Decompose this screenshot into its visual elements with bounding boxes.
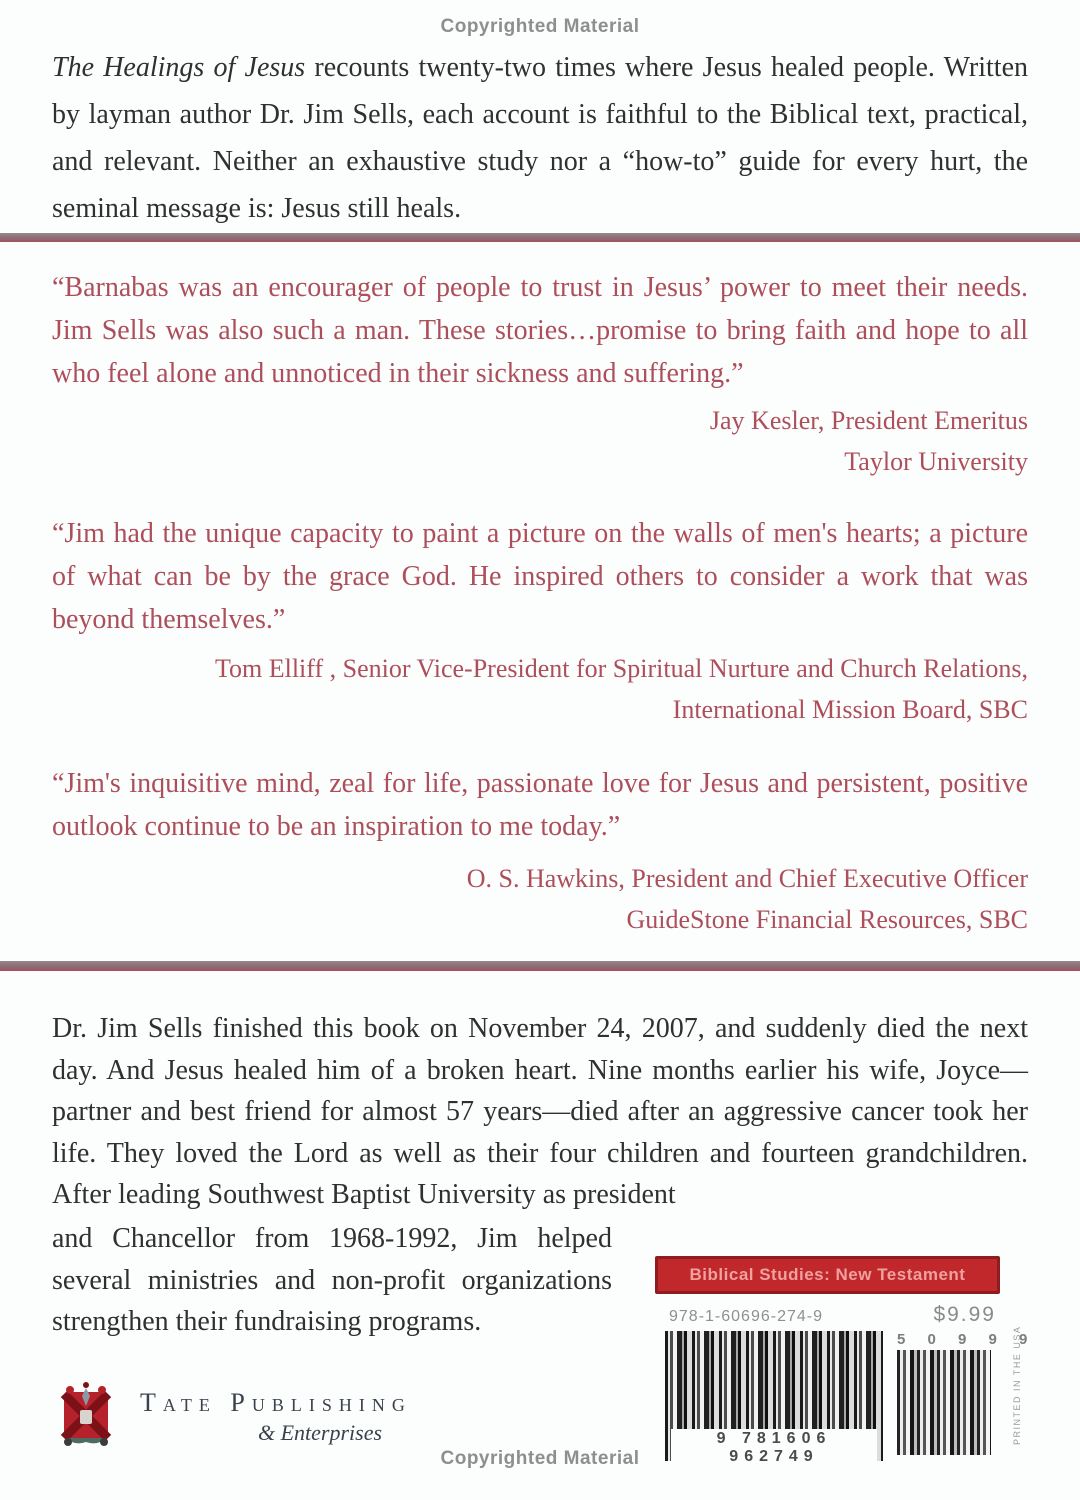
- intro-text: recounts twenty-two times where Jesus healed people. Written by layman author Dr. Jim Sells, each account is faithful to the Biblical text, practical, and relevant. Neither an exhaustive study nor a “how-to” guide for every hurt, the seminal message is: Jesus still heals.: [52, 52, 1029, 224]
- endorsement-attribution: [52, 648, 1028, 730]
- publisher-crest-icon: [56, 1380, 116, 1448]
- addon-barcode-icon: [897, 1350, 991, 1455]
- endorsement-quote: “Jim's inquisitive mind, zeal for life, passionate love for Jesus and persistent, positive outlook continue to be an inspiration to me today.”: [52, 768, 1028, 842]
- book-title: The Healings of Jesus: [52, 52, 306, 83]
- publisher-logo: [56, 1380, 412, 1448]
- intro-paragraph: [52, 44, 1028, 232]
- endorsement-attribution: [52, 858, 1028, 940]
- ean-barcode-icon: [665, 1331, 883, 1465]
- endorsement-attribution: [52, 400, 1028, 482]
- attribution-line: Jay Kesler, President Emeritus: [709, 406, 1028, 435]
- copyrighted-material-bottom: Copyrighted Material: [440, 1448, 640, 1469]
- publisher-name: Tate Publishing: [140, 1388, 412, 1417]
- barcode-info-row: [655, 1303, 1000, 1327]
- copyrighted-material-top: Copyrighted Material: [440, 16, 640, 37]
- attribution-line: O. S. Hawkins, President and Chief Executive Officer: [466, 864, 1028, 893]
- author-bio-paragraph: Dr. Jim Sells finished this book on November 24, 2007, and suddenly died the next day. And Jesus healed him of a broken heart. Nine months earlier his wife, Joyce—partner and best friend for almost 57 years—died after an aggressive cancer took her life. They loved the Lord as well as their four children and fourteen grandchildren. After leading Southwest Baptist University as president: [52, 1013, 1028, 1210]
- attribution-line: Tom Elliff , Senior Vice-President for Spiritual Nurture and Church Relations,: [214, 654, 1028, 683]
- attribution-line: GuideStone Financial Resources, SBC: [626, 905, 1028, 934]
- attribution-line: Taylor University: [844, 447, 1028, 476]
- price-code-digits: 5 0 9 9 9: [897, 1331, 1037, 1348]
- price-label: $9.99: [933, 1303, 996, 1326]
- divider-rule-top: [0, 233, 1080, 242]
- attribution-line: International Mission Board, SBC: [672, 695, 1028, 724]
- isbn-number: 978-1-60696-274-9: [669, 1308, 823, 1325]
- printed-in-usa-note: PRINTED IN THE USA: [1012, 1325, 1022, 1445]
- publisher-text: [140, 1380, 412, 1448]
- endorsement-quote: “Jim had the unique capacity to paint a picture on the walls of men's hearts; a picture of what can be by the grace God. He inspired others to consider a work that was beyond themselves.”: [52, 518, 1028, 635]
- author-bio-paragraph-continued: and Chancellor from 1968-1992, Jim helped several ministries and non-profit organizations strengthen their fundraising programs.: [52, 1223, 612, 1337]
- category-banner: Biblical Studies: New Testament: [655, 1256, 1000, 1294]
- divider-rule-bottom: [0, 961, 1080, 971]
- ean-digits: 9 781606 962749: [671, 1429, 877, 1467]
- publisher-tagline: & Enterprises: [258, 1420, 383, 1445]
- endorsement-quote: “Barnabas was an encourager of people to trust in Jesus’ power to meet their needs. Jim Sells was also such a man. These stories…promise to bring faith and hope to all who feel alone and unnoticed in their sickness and suffering.”: [52, 272, 1028, 389]
